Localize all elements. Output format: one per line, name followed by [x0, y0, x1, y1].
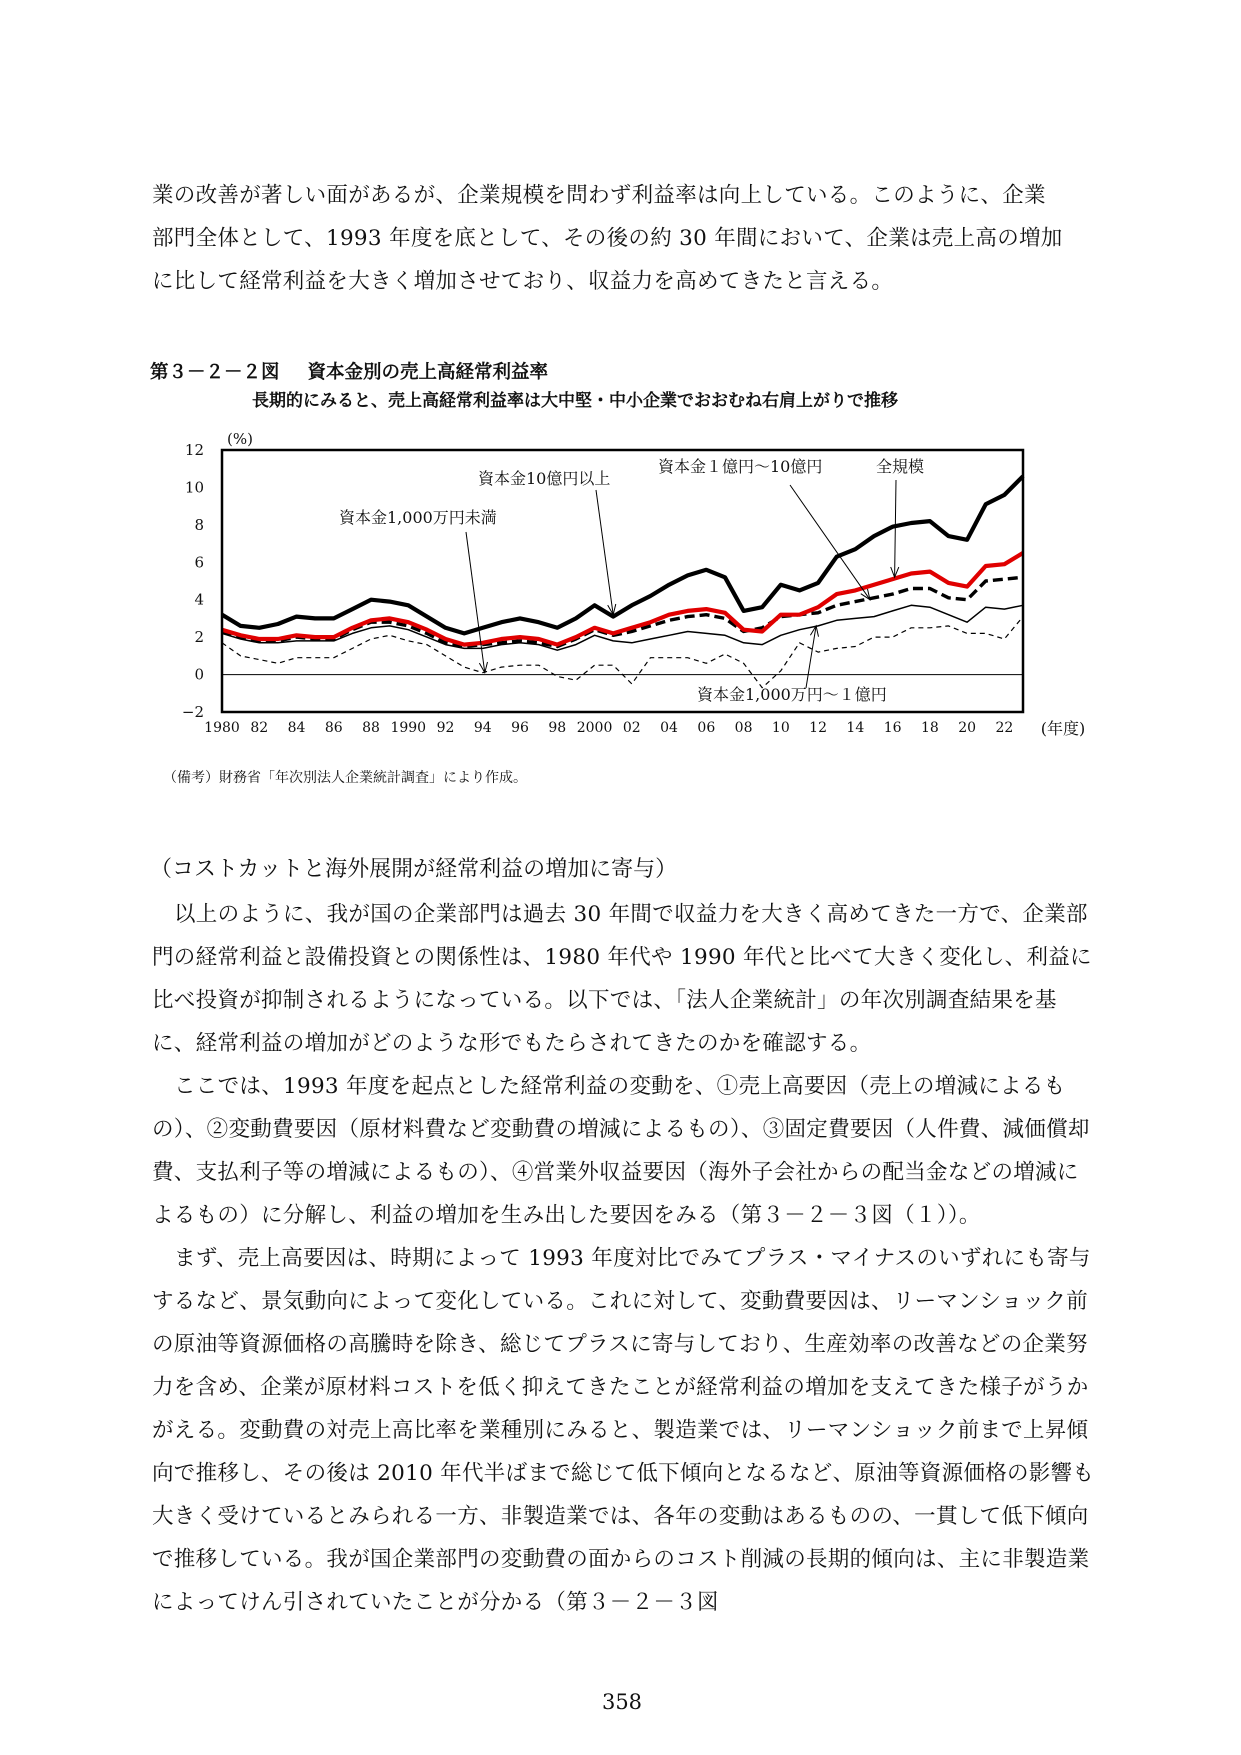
y-tick-label: 2 — [194, 628, 204, 647]
x-tick-label: 88 — [362, 720, 380, 736]
y-tick-label: 10 — [184, 478, 204, 497]
series-label: 資本金１億円～10億円 — [658, 457, 823, 476]
x-tick-label: 04 — [660, 720, 678, 736]
x-tick-label: 92 — [436, 720, 455, 736]
intro-line-2: 部門全体として、1993 年度を底として、その後の約 30 年間において、企業は売上高の増加 — [152, 226, 1063, 251]
y-tick-label: 4 — [194, 590, 204, 609]
figure-title-text: 資本金別の売上高経常利益率 — [307, 362, 549, 383]
section-heading: （コストカットと海外展開が経常利益の増加に寄与） — [150, 857, 678, 882]
annotation-leader — [895, 480, 896, 577]
x-tick-label: 98 — [548, 720, 567, 736]
y-axis-label: (%) — [227, 430, 253, 448]
y-tick-label: 0 — [194, 665, 204, 684]
series-line — [222, 617, 1023, 688]
x-tick-label: 16 — [883, 720, 902, 736]
line-chart — [0, 0, 1241, 760]
y-tick-label: −2 — [181, 703, 204, 721]
x-tick-label: 02 — [622, 720, 641, 736]
annotation-leader — [790, 485, 870, 600]
annotation-leader — [806, 626, 816, 688]
y-tick-label: 6 — [194, 553, 204, 572]
figure-number: 第３－２－２図 — [150, 362, 280, 383]
series-label: 資本金1,000万円未満 — [339, 508, 497, 527]
x-tick-label: 22 — [995, 720, 1014, 736]
x-tick-label: 86 — [324, 720, 343, 736]
x-tick-label: 2000 — [576, 720, 613, 736]
x-tick-label: 96 — [511, 720, 529, 736]
figure-subtitle: 長期的にみると、売上高経常利益率は大中堅・中小企業でおおむね右肩上がりで推移 — [252, 391, 898, 411]
x-tick-label: 82 — [250, 720, 269, 736]
body-paragraph-3: まず、売上高要因は、時期によって 1993 年度対比でみてプラス・マイナスのいずれにも寄与するなど、景気動向によって変化している。これに対して、変動費要因は、リーマンショック前の原油等資源価格の高騰時を除き、総じてプラスに寄与しており、生産効率の改善などの企業努力を含め、企業が原材料コストを低く抑えてきたことが経常利益の増加を支えてきた様子がうかがえる。変動費の対売上高比率を業種別にみると、製造業では、リーマンショック前まで上昇傾向で推移し、その後は 2010 年代半ばまで総じて低下傾向となるなど、原油等資源価格の影響も大きく受けているとみられる一方、非製造業では、各年の変動はあるものの、一貫して低下傾向で推移している。我が国企業部門の変動費の面からのコスト削減の長期的傾向は、主に非製造業によってけん引されていたことが分かる（第３－２－３図 — [152, 1246, 1095, 1615]
body-text — [152, 893, 1100, 1624]
intro-line-3: に比して経常利益を大きく増加させており、収益力を高めてきたと言える。 — [152, 269, 894, 294]
x-tick-label: 14 — [846, 720, 865, 736]
series-label: 資本金10億円以上 — [478, 469, 611, 488]
annotation-leader — [466, 532, 485, 673]
plot-frame — [222, 450, 1023, 712]
x-tick-label: 1980 — [204, 720, 240, 736]
figure-note: （備考）財務省「年次別法人企業統計調査」により作成。 — [163, 770, 527, 786]
body-paragraph-2: ここでは、1993 年度を起点とした経常利益の変動を、①売上高要因（売上の増減によるもの）、②変動費要因（原材料費など変動費の増減によるもの）、③固定費要因（人件費、減価償却費、支払利子等の増減によるもの）、④営業外収益要因（海外子会社からの配当金などの増減によるもの）に分解し、利益の増加を生み出した要因をみる（第３－２－３図（１））。 — [152, 1074, 1090, 1228]
x-tick-label: 18 — [920, 720, 939, 736]
x-tick-label: 10 — [771, 720, 790, 736]
series-line — [222, 553, 1023, 645]
y-tick-label: 8 — [194, 515, 204, 534]
x-tick-label: 84 — [287, 720, 306, 736]
series-label: 全規模 — [876, 457, 925, 476]
series-line — [222, 476, 1023, 633]
x-tick-label: 12 — [809, 720, 828, 736]
x-axis-label: (年度) — [1040, 719, 1086, 738]
x-tick-label: 94 — [473, 720, 492, 736]
annotation-leader — [596, 490, 613, 615]
intro-line-1: 業の改善が著しい面があるが、企業規模を問わず利益率は向上している。このように、企業 — [152, 183, 1046, 208]
x-tick-label: 1990 — [390, 720, 427, 736]
page-number: 358 — [601, 1690, 643, 1714]
x-tick-label: 06 — [697, 720, 716, 736]
series-label: 資本金1,000万円～１億円 — [697, 685, 887, 704]
x-tick-label: 08 — [734, 720, 753, 736]
chart-layer — [182, 430, 1085, 738]
x-tick-label: 20 — [958, 720, 977, 736]
y-tick-label: 12 — [184, 441, 204, 459]
body-paragraph-1: 以上のように、我が国の企業部門は過去 30 年間で収益力を大きく高めてきた一方で、企業部門の経常利益と設備投資との関係性は、1980 年代や 1990 年代と比べて大きく変化し、利益に比べ投資が抑制されるようになっている。以下では、「法人企業統計」の年次別調査結果を基に、経常利益の増加がどのような形でもたらされてきたのかを確認する。 — [152, 902, 1092, 1056]
